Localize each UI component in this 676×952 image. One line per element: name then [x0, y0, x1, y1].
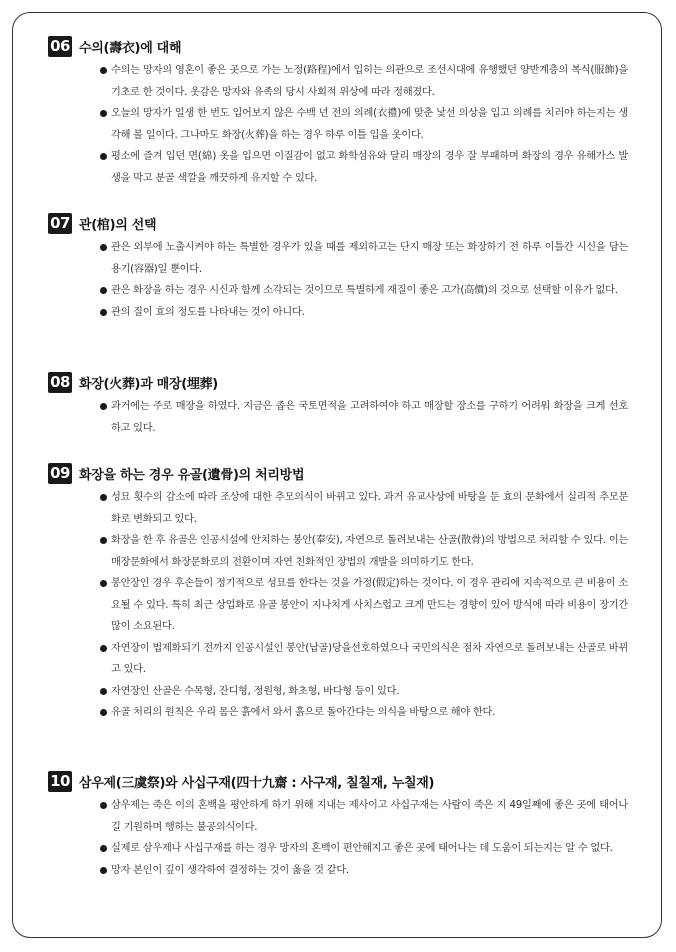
section-title: 수의(壽衣)에 대해: [79, 40, 182, 56]
section-07: [48, 212, 628, 323]
section-heading: [48, 371, 628, 393]
bullet-icon: [100, 287, 107, 294]
list-item: [100, 860, 628, 882]
bullet-icon: [100, 494, 107, 501]
bullet-list: [48, 237, 628, 323]
bullet-icon: [100, 688, 107, 695]
list-item: [100, 702, 628, 724]
list-item-text: 자연장이 법제화되기 전까지 인공시설인 봉안(납골)당을선호하였으나 국민의식은 점차 자연으로 돌려보내는 산골로 바뀌고 있다.: [111, 642, 628, 675]
section-heading: [48, 462, 628, 484]
list-item: [100, 237, 628, 280]
list-item: [100, 638, 628, 681]
list-item: [100, 795, 628, 838]
list-item: [100, 302, 628, 324]
list-item-text: 수의는 망자의 영혼이 좋은 곳으로 가는 노정(路程)에서 입히는 의관으로 조선시대에 유행했던 양반계층의 복식(服飾)을 기초로 한 것이다. 옷감은 망자와 유족의 당시 사회적 위상에 따라 정해졌다.: [111, 65, 628, 98]
list-item: [100, 530, 628, 573]
list-item: [100, 573, 628, 638]
list-item-text: 망자 본인이 깊이 생각하여 결정하는 것이 옳을 것 같다.: [111, 864, 349, 876]
bullet-icon: [100, 110, 107, 117]
section-08: [48, 371, 628, 439]
list-item-text: 자연장인 산골은 수목형, 잔디형, 정원형, 화초형, 바다형 등이 있다.: [111, 685, 400, 697]
section-number: 06: [48, 36, 72, 57]
list-item-text: 봉안장인 경우 후손들이 정기적으로 성묘를 한다는 것을 가정(假定)하는 것이다. 이 경우 관리에 지속적으로 큰 비용이 소요될 수 있다. 특히 최근 상업화로 유골 봉안이 지나치게 사치스럽고 크게 만드는 경향이 있어 방식에 따라 비용이 장기간 많이 소요된다.: [111, 578, 628, 632]
section-number: 09: [48, 463, 72, 484]
section-10: [48, 770, 628, 881]
bullet-icon: [100, 244, 107, 251]
section-title: 관(棺)의 선택: [79, 217, 157, 233]
section-number: 07: [48, 213, 72, 234]
bullet-icon: [100, 67, 107, 74]
list-item-text: 평소에 즐겨 입던 면(綿) 옷을 입으면 이질감이 없고 화학섬유와 달리 매장의 경우 잘 부패하며 화장의 경우 유해가스 발생을 막고 분골 색깔을 깨끗하게 유지할 수 있다.: [111, 151, 628, 184]
list-item: [100, 487, 628, 530]
section-heading: [48, 212, 628, 234]
list-item: [100, 838, 628, 860]
section-number: 10: [48, 771, 72, 792]
bullet-list: [48, 60, 628, 189]
bullet-icon: [100, 645, 107, 652]
bullet-icon: [100, 309, 107, 316]
list-item-text: 오늘의 망자가 일생 한 번도 입어보지 않은 수백 년 전의 의례(衣禮)에 맞춘 낯선 의상을 입고 의례를 치러야 하는지는 생각해 볼 일이다. 그나마도 화장(火葬)을 하는 경우 하루 이틀 입을 옷이다.: [111, 108, 628, 141]
bullet-icon: [100, 845, 107, 852]
section-06: [48, 35, 628, 189]
list-item-text: 과거에는 주로 매장을 하였다. 지금은 좁은 국토면적을 고려하여야 하고 매장할 장소를 구하기 어려워 화장을 크게 선호하고 있다.: [111, 401, 628, 434]
section-title: 화장(火葬)과 매장(埋葬): [79, 376, 218, 392]
section-heading: [48, 35, 628, 57]
list-item-text: 성묘 횟수의 감소에 따라 조상에 대한 추모의식이 바뀌고 있다. 과거 유교사상에 바탕을 둔 효의 문화에서 실리적 추모문화로 변화되고 있다.: [111, 492, 628, 525]
bullet-icon: [100, 867, 107, 874]
list-item: [100, 396, 628, 439]
list-item: [100, 681, 628, 703]
list-item-text: 관은 화장을 하는 경우 시신과 함께 소각되는 것이므로 특별하게 재질이 좋은 고가(高價)의 것으로 선택할 이유가 없다.: [111, 285, 618, 296]
list-item: [100, 103, 628, 146]
list-item-text: 유골 처리의 원칙은 우리 몸은 흙에서 와서 흙으로 돌아간다는 의식을 바탕으로 해야 한다.: [111, 707, 496, 718]
list-item-text: 실제로 삼우제나 사십구재를 하는 경우 망자의 혼백이 편안해지고 좋은 곳에 태어나는 데 도움이 되는지는 알 수 없다.: [111, 843, 613, 854]
list-item-text: 화장을 한 후 유골은 인공시설에 안치하는 봉안(奉安), 자연으로 돌려보내는 산골(散骨)의 방법으로 처리할 수 있다. 이는 매장문화에서 화장문화로의 전환이며 자연 친화적인 장법의 개발을 의미하기도 한다.: [111, 535, 628, 568]
bullet-icon: [100, 802, 107, 809]
bullet-icon: [100, 580, 107, 587]
list-item-text: 관의 질이 효의 정도를 나타내는 것이 아니다.: [111, 306, 305, 318]
list-item: [100, 60, 628, 103]
bullet-list: [48, 795, 628, 881]
section-number: 08: [48, 372, 72, 393]
list-item-text: 관은 외부에 노출시켜야 하는 특별한 경우가 있을 때를 제외하고는 단지 매장 또는 화장하기 전 하루 이틀간 시신을 담는 용기(容器)일 뿐이다.: [111, 242, 628, 275]
section-title: 화장을 하는 경우 유골(遺骨)의 처리방법: [79, 467, 305, 483]
bullet-icon: [100, 537, 107, 544]
list-item-text: 삼우제는 죽은 이의 혼백을 평안하게 하기 위해 지내는 제사이고 사십구재는 사람이 죽은 지 49일째에 좋은 곳에 태어나길 기원하며 행하는 불공의식이다.: [111, 800, 628, 833]
list-item: [100, 146, 628, 189]
list-item: [100, 280, 628, 302]
bullet-icon: [100, 153, 107, 160]
section-09: [48, 462, 628, 724]
bullet-icon: [100, 403, 107, 410]
section-heading: [48, 770, 628, 792]
bullet-icon: [100, 709, 107, 716]
section-title: 삼우제(三虞祭)와 사십구재(四十九齋 : 사구재, 칠칠재, 누칠재): [79, 775, 435, 791]
bullet-list: [48, 487, 628, 724]
bullet-list: [48, 396, 628, 439]
